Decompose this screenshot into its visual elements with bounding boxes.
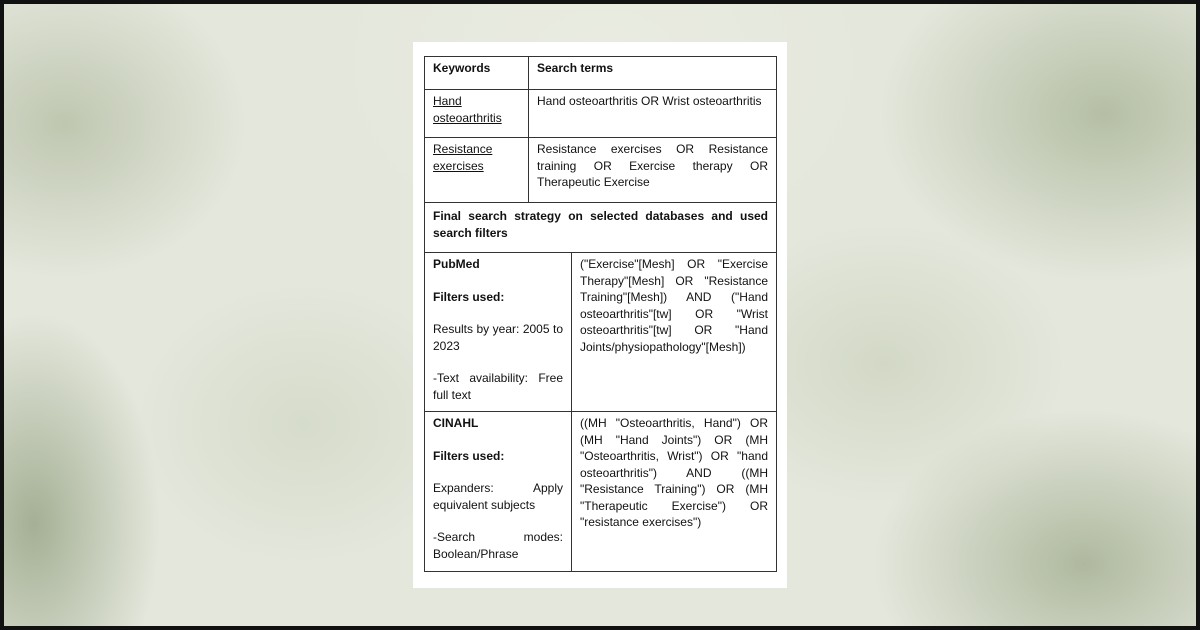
database-row-pubmed <box>425 253 776 412</box>
filters-label: Filters used: <box>433 448 505 463</box>
database-name: PubMed <box>433 257 480 271</box>
keyword-line: Resistance <box>433 142 493 156</box>
search-terms-cell: Hand osteoarthritis OR Wrist osteoarthritis <box>537 94 762 108</box>
search-terms-cell: Resistance exercises OR Resistance training OR Exercise therapy OR Therapeutic Exercise <box>537 142 768 189</box>
header-search-terms: Search terms <box>537 61 614 75</box>
filter-text: -Search modes: Boolean/Phrase <box>433 530 563 561</box>
keyword-line: Hand <box>433 94 462 108</box>
table-header-row <box>425 57 776 90</box>
database-query-cell: ((MH "Osteoarthritis, Hand") OR (MH "Hand Joints") OR (MH "Osteoarthritis, Wrist") OR "hand osteoarthritis") AND ((MH "Resistance Training") OR (MH "Therapeutic Exercise") OR "resistance exercises") <box>580 416 768 529</box>
table-row <box>425 90 776 138</box>
database-name: CINAHL <box>433 416 479 430</box>
keyword-cell <box>425 138 529 202</box>
keyword-cell <box>425 90 529 137</box>
database-filters-cell <box>425 412 572 571</box>
strategy-heading-row <box>425 203 776 253</box>
search-strategy-table <box>424 56 777 572</box>
database-query-cell: ("Exercise"[Mesh] OR "Exercise Therapy"[Mesh] OR "Resistance Training"[Mesh]) AND ("Hand osteoarthritis"[tw] OR "Wrist osteoarthritis"[tw] OR "Hand Joints/physiopathology"[Mesh]) <box>580 257 768 354</box>
table-row <box>425 138 776 203</box>
filter-text: Expanders: Apply equivalent subjects <box>433 481 563 512</box>
database-filters-cell <box>425 253 572 411</box>
filter-text: Results by year: 2005 to 2023 <box>433 322 563 353</box>
keyword-line: osteoarthritis <box>433 110 502 125</box>
database-row-cinahl <box>425 412 776 571</box>
keyword-line: exercises <box>433 158 484 173</box>
filter-text: -Text availability: Free full text <box>433 371 563 402</box>
filters-label: Filters used: <box>433 289 505 304</box>
header-keywords: Keywords <box>425 57 529 89</box>
strategy-heading: Final search strategy on selected databases and used search filters <box>433 209 768 240</box>
